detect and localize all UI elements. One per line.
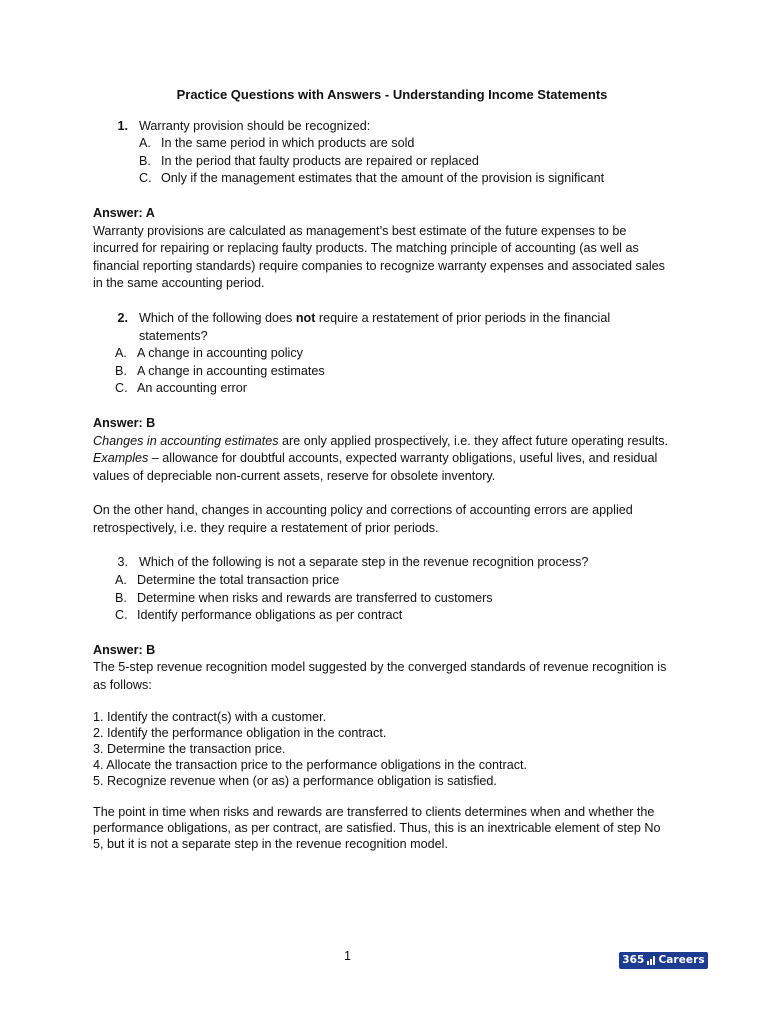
question-1-number: 1.	[117, 118, 128, 133]
question-2-option-b	[93, 363, 673, 381]
option-label: A.	[115, 573, 127, 588]
answer-1-explanation: Warranty provisions are calculated as management’s best estimate of the future expenses to be incurred for repairing or replacing faulty products. The matching principle of accounting (as well as financial reporting standards) require companies to recognize warranty expenses and associated sales in the same accounting period.	[93, 223, 665, 291]
question-3-option-a	[93, 572, 673, 590]
option-label: B.	[139, 153, 151, 168]
answer-2-explanation: Changes in accounting estimates are only applied prospectively, i.e. they affect future operating results. Examples – allowance for doubtful accounts, expected warranty obligations, useful lives, and residual values of depreciable non-current assets, reserve for obsolete inventory.	[93, 433, 668, 483]
answer-3-intro: The 5-step revenue recognition model suggested by the converged standards of revenue recognition is as follows:	[93, 660, 667, 693]
option-text: A change in accounting policy	[137, 346, 303, 361]
option-label: A.	[115, 346, 127, 361]
option-text: Determine the total transaction price	[137, 573, 340, 588]
option-label: C.	[139, 171, 152, 186]
answer-2-explanation-continued: On the other hand, changes in accounting policy and corrections of accounting errors are applied retrospectively, i.e. they require a restatement of prior periods.	[93, 503, 633, 535]
bar-chart-icon	[647, 956, 655, 965]
question-3	[93, 554, 673, 572]
question-3-option-b	[93, 590, 673, 608]
question-1-option-b	[93, 153, 673, 171]
question-1-option-a	[93, 135, 673, 153]
step-item: 5. Recognize revenue when (or as) a performance obligation is satisfied.	[93, 774, 497, 789]
answer-3-heading: Answer: B	[93, 642, 156, 657]
page-number: 1	[344, 949, 352, 963]
question-2	[93, 310, 673, 345]
question-3-number: 3.	[117, 555, 128, 570]
option-text: A change in accounting estimates	[137, 363, 325, 378]
answer-3-conclusion: The point in time when risks and rewards are transferred to clients determines when and whether the performance obligations, as per contract, are satisfied. Thus, this is an inextricable element of step No 5, but it is not a separate step in the revenue recognition model.	[93, 804, 661, 852]
document-page	[93, 86, 673, 852]
question-1	[93, 118, 673, 136]
option-label: B.	[115, 363, 127, 378]
step-item: 2. Identify the performance obligation in the contract.	[93, 725, 387, 740]
brand-logo	[619, 952, 708, 969]
option-label: C.	[115, 608, 128, 623]
option-label: B.	[115, 590, 127, 605]
option-label: C.	[115, 381, 128, 396]
question-2-text: Which of the following does not require a restatement of prior periods in the financial statements?	[139, 310, 611, 343]
option-text: Only if the management estimates that the amount of the provision is significant	[161, 171, 605, 186]
step-item: 3. Determine the transaction price.	[93, 742, 286, 757]
question-2-number: 2.	[117, 310, 128, 325]
step-item: 4. Allocate the transaction price to the performance obligations in the contract.	[93, 758, 528, 773]
question-1-option-c	[93, 170, 673, 188]
document-title: Practice Questions with Answers - Understanding Income Statements	[176, 87, 608, 102]
question-3-option-c	[93, 607, 673, 625]
option-label: A.	[139, 136, 151, 151]
step-item: 1. Identify the contract(s) with a customer.	[93, 709, 327, 724]
answer-1-heading: Answer: A	[93, 205, 155, 220]
question-1-text: Warranty provision should be recognized:	[139, 118, 371, 133]
option-text: Identify performance obligations as per contract	[137, 608, 403, 623]
revenue-recognition-steps	[93, 709, 673, 790]
logo-suffix: Careers	[658, 953, 705, 966]
option-text: In the same period in which products are sold	[161, 136, 415, 151]
option-text: In the period that faulty products are repaired or replaced	[161, 153, 479, 168]
option-text: An accounting error	[137, 381, 247, 396]
question-2-option-c	[93, 380, 673, 398]
question-3-text: Which of the following is not a separate step in the revenue recognition process?	[139, 555, 589, 570]
question-2-option-a	[93, 345, 673, 363]
logo-prefix: 365	[622, 953, 645, 966]
option-text: Determine when risks and rewards are transferred to customers	[137, 590, 493, 605]
answer-2-heading: Answer: B	[93, 415, 156, 430]
